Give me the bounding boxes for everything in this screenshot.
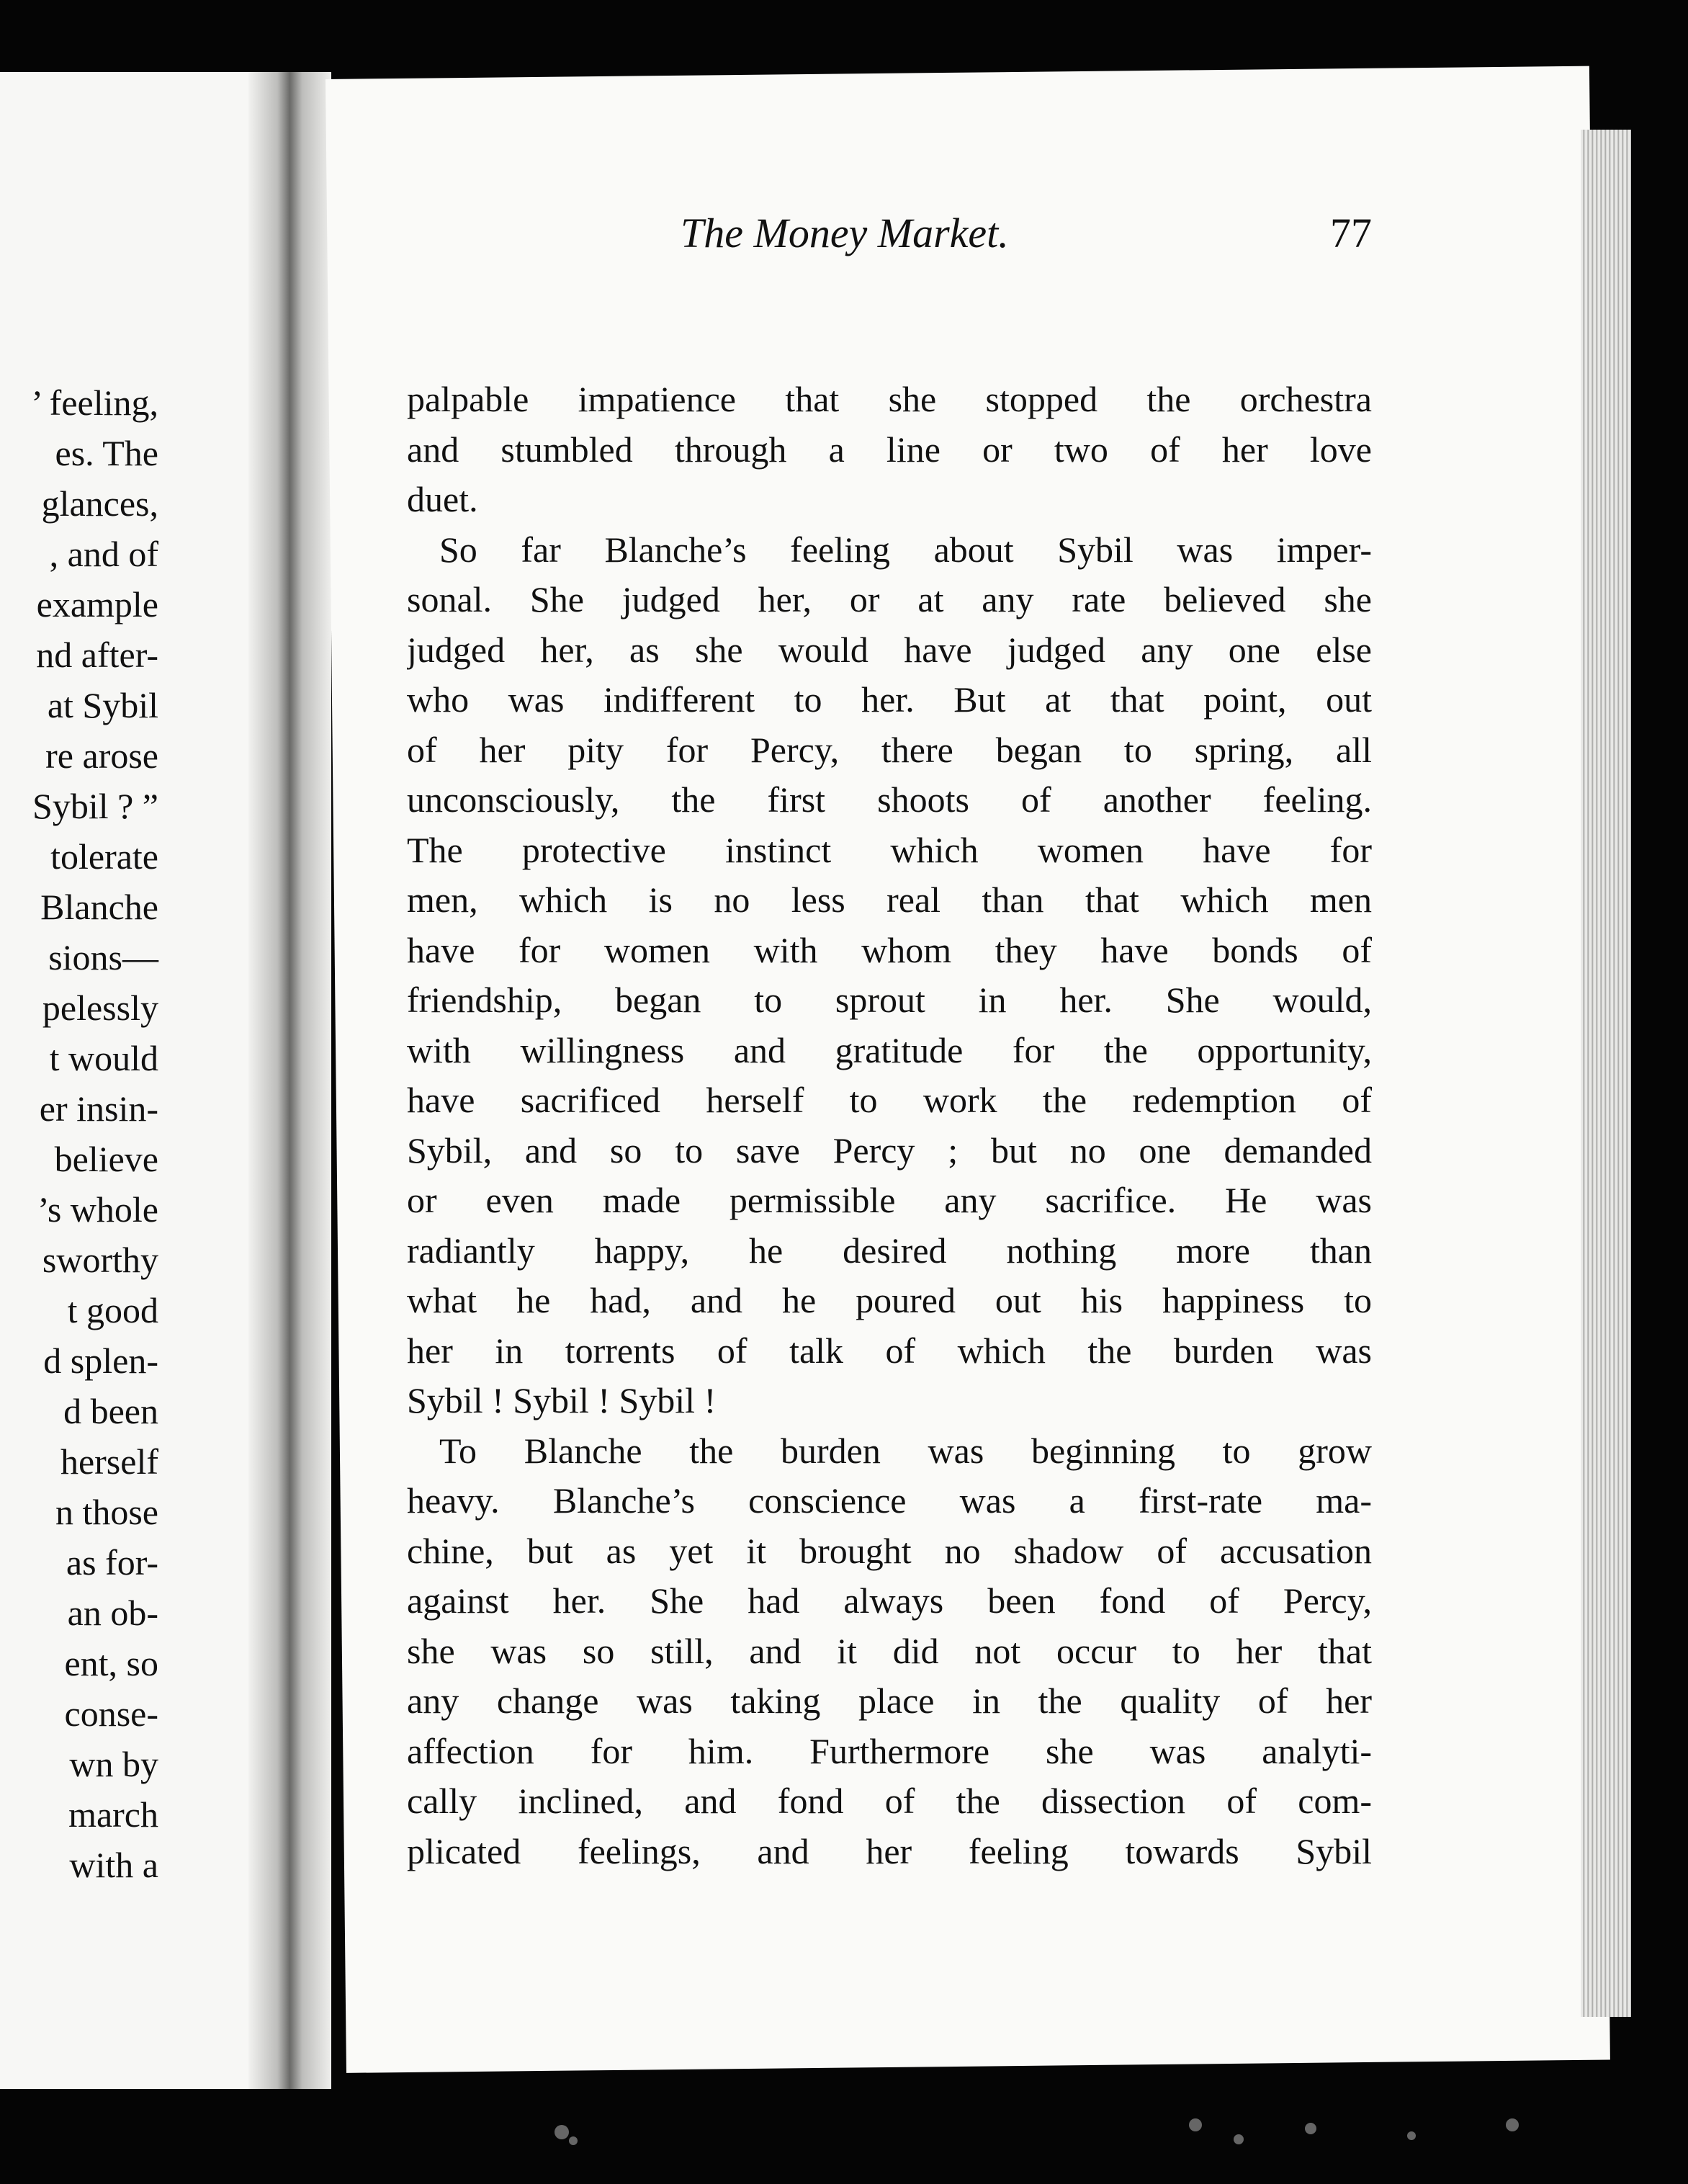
body-line: affection for him. Furthermore she was analyti- <box>407 1730 1372 1771</box>
facing-page-line: n those <box>55 1492 158 1532</box>
facing-page-line: er insin- <box>39 1088 158 1129</box>
body-line: against her. She had always been fond of Percy, <box>407 1580 1372 1621</box>
facing-page-line: march <box>68 1794 158 1835</box>
facing-page-line: d been <box>63 1391 158 1431</box>
body-line: unconsciously, the first shoots of another feeling. <box>407 779 1372 820</box>
facing-page-line: an ob- <box>67 1593 158 1633</box>
running-title: The Money Market. <box>681 210 1009 256</box>
body-line: men, which is no less real than that which men <box>407 880 1372 920</box>
body-line: have for women with whom they have bonds of <box>407 929 1372 970</box>
body-line: who was indifferent to her. But at that point, out <box>407 679 1372 720</box>
body-line: plicated feelings, and her feeling towards Sybil <box>407 1830 1372 1871</box>
facing-page-line: re arose <box>45 735 158 776</box>
facing-page-line: d splen- <box>43 1341 158 1381</box>
facing-page-line: at Sybil <box>47 685 158 725</box>
body-line: have sacrificed herself to work the redemption of <box>407 1080 1372 1120</box>
body-line: duet. <box>407 479 478 519</box>
facing-page-line: tolerate <box>50 836 158 877</box>
body-line: or even made permissible any sacrifice. He was <box>407 1180 1372 1220</box>
facing-page-line: believe <box>54 1139 158 1179</box>
facing-page-line: sworthy <box>42 1240 158 1280</box>
body-line: So far Blanche’s feeling about Sybil was imper- <box>439 529 1372 570</box>
page-edges <box>1581 130 1631 2017</box>
facing-page-line: pelessly <box>42 988 158 1028</box>
facing-page-line: with a <box>69 1845 158 1885</box>
body-line: friendship, began to sprout in her. She would, <box>407 980 1372 1020</box>
body-line: radiantly happy, he desired nothing more than <box>407 1230 1372 1271</box>
body-text <box>407 375 1372 1876</box>
book-gutter <box>248 72 331 2089</box>
body-line: palpable impatience that she stopped the orchestra <box>407 379 1372 419</box>
facing-page-line: ent, so <box>64 1643 158 1683</box>
body-line: heavy. Blanche’s conscience was a first-rate ma- <box>407 1480 1372 1521</box>
facing-page-line: glances, <box>41 483 158 524</box>
facing-page-line: Sybil ? ” <box>32 786 158 826</box>
body-line: chine, but as yet it brought no shadow of accusation <box>407 1530 1372 1571</box>
body-line: she was so still, and it did not occur to her that <box>407 1630 1372 1671</box>
facing-page-line: sions— <box>48 937 158 977</box>
facing-page-line: , and of <box>49 534 158 574</box>
body-line: Sybil, and so to save Percy ; but no one demanded <box>407 1129 1372 1171</box>
body-line: any change was taking place in the quality of her <box>407 1680 1372 1721</box>
facing-page-line: herself <box>60 1441 158 1482</box>
facing-page-line: t would <box>49 1038 158 1078</box>
running-head <box>364 209 1372 281</box>
page-number: 77 <box>1330 210 1372 256</box>
facing-page-line: t good <box>67 1290 158 1330</box>
body-line: her in torrents of talk of which the burden was <box>407 1330 1372 1371</box>
facing-page-line: nd after- <box>36 635 158 675</box>
facing-page-line: wn by <box>69 1744 158 1784</box>
body-line: The protective instinct which women have for <box>407 829 1372 870</box>
body-line: judged her, as she would have judged any one else <box>407 629 1372 670</box>
body-line: To Blanche the burden was beginning to grow <box>439 1430 1372 1471</box>
facing-page-line: es. The <box>55 433 158 473</box>
facing-page-line: ’s whole <box>37 1189 158 1230</box>
body-line: Sybil ! Sybil ! Sybil ! <box>407 1380 717 1420</box>
scan-speckle-decoration <box>504 2111 1584 2183</box>
facing-page-line: conse- <box>64 1693 158 1734</box>
facing-page-line: as for- <box>66 1542 158 1583</box>
facing-page-text <box>0 377 158 1890</box>
body-line: of her pity for Percy, there began to spring, all <box>407 729 1372 770</box>
facing-page-line: Blanche <box>40 887 158 927</box>
facing-page-line: example <box>36 584 158 625</box>
body-line: with willingness and gratitude for the opportunity, <box>407 1029 1372 1070</box>
facing-page-line: ’ feeling, <box>31 382 158 423</box>
body-line: what he had, and he poured out his happiness to <box>407 1280 1372 1320</box>
body-line: sonal. She judged her, or at any rate believed she <box>407 579 1372 619</box>
body-line: cally inclined, and fond of the dissection of com- <box>407 1781 1372 1821</box>
body-line: and stumbled through a line or two of her love <box>407 429 1372 470</box>
